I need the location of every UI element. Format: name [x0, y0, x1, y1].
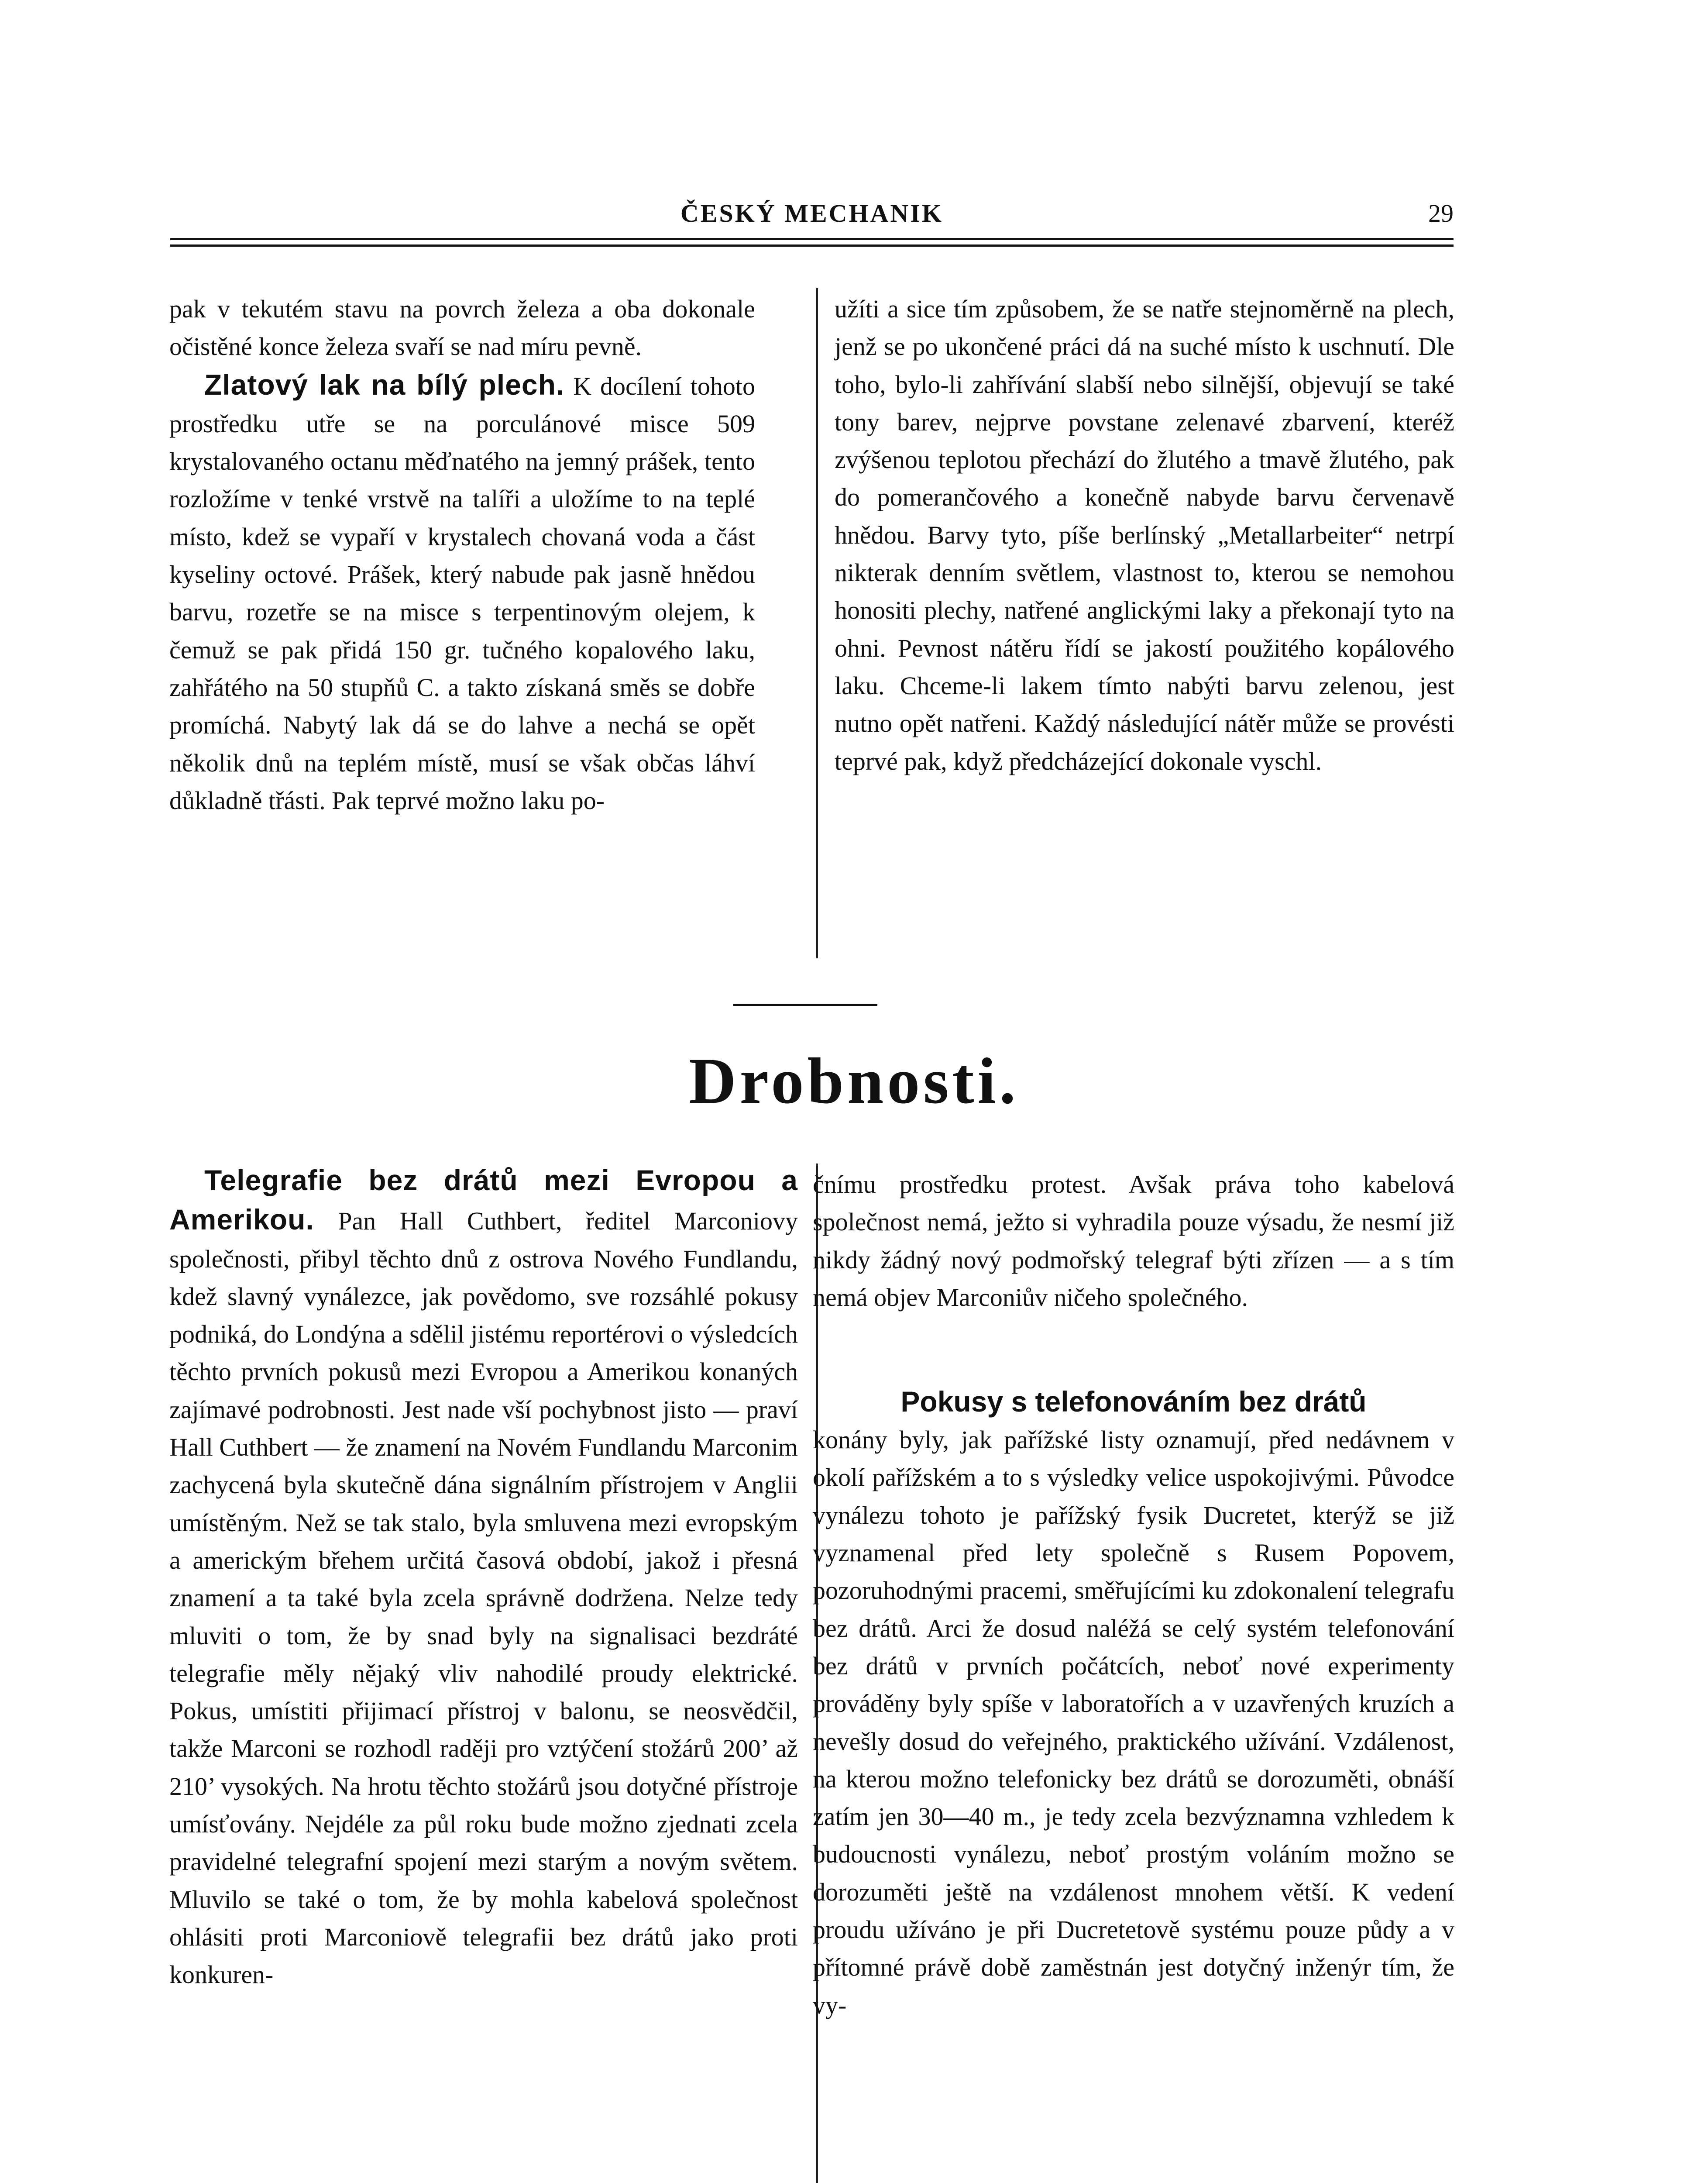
header-rule-top [170, 238, 1454, 240]
article-heading-telegraphy: Telegrafie bez drátů mezi Evropou a Amerikou. [169, 1164, 798, 1236]
paragraph-lacquer-text: K docílení tohoto prostředku utře se na porculánové misce 509 krystalovaného octanu měďnatého na jemný prášek, tento rozložíme v tenké vrstvě na talíři a uložíme to na teplé místo, kdež se vypaří v krystalech chovaná voda a část kyseliny octové. Prášek, který nabude pak jasně hnědou barvu, rozetře se na misce s terpentinovým olejem, k čemuž se pak přidá 150 gr. tučného kopalového laku, zahřátého na 50 stupňů C. a takto získaná směs se dobře promíchá. Nabytý lak dá se do lahve a nechá se opět několik dnů na teplém místě, musí se však občas láhví důkladně třásti. Pak teprvé možno laku po- [169, 372, 755, 815]
paragraph-continuation: pak v tekutém stavu na povrch železa a oba dokonale očistěné konce železa svaří se nad míru pevně. [169, 295, 755, 361]
journal-title: ČESKÝ MECHANIK [680, 199, 944, 227]
article-heading-lacquer: Zlatový lak na bílý plech. [204, 368, 565, 401]
paragraph-telegraphy [169, 1161, 798, 1994]
paragraph-telegraphy-continued: čnímu prostředku protest. Avšak práva toho kabelová společnost nemá, ježto si vyhradila pouze výsadu, že nesmí již nikdy žádný nový podmořský telegraf býti zřízen — a s tím nemá objev Marconiův ničeho společného. [813, 1170, 1454, 1312]
bottom-right-column [813, 1166, 1454, 2024]
paragraph-telegraphy-text: Pan Hall Cuthbert, ředitel Marconiovy společnosti, přibyl těchto dnů z ostrova Nového Fundlandu, kdež slavný vynálezce, jak povědomo, sve rozsáhlé pokusy podniká, do Londýna a sdělil jistému reportérovi o výsledcích těchto prvních pokusů mezi Evropou a Amerikou konaných zajímavé podrobnosti. Jest nade vší pochybnost jisto — praví Hall Cuthbert — že znamení na Novém Fundlandu Marconim zachycená byla skutečně dána signálním přístrojem v Anglii umístěným. Než se tak stalo, byla smluvena mezi evropským a americkým břehem určitá časová období, jakož i přesná znamení a ta také byla zcela správně dodržena. Nelze tedy mluviti o tom, že by snad byly na signalisaci bezdráté telegrafie měly nějaký vliv nahodilé proudy elektrické. Pokus, umístiti přijimací přístroj v balonu, se neosvědčil, takže Marconi se rozhodl raději pro vztýčení stožárů 200’ až 210’ vysokých. Na hrotu těchto stožárů jsou dotyčné přístroje umísťovány. Nejdéle za půl roku bude možno zjednati zcela pravidelné telegrafní spojení mezi starým a novým světem. Mluvilo se také o tom, že by mohla kabelová společnost ohlásiti proti Marconiově telegrafii bez drátů jako proti konkuren- [169, 1207, 798, 1989]
column-divider-top [816, 288, 818, 958]
paragraph-lacquer-continued: užíti a sice tím způsobem, že se natře stejnoměrně na plech, jenž se po ukončené práci dá na suché místo k uschnutí. Dle toho, bylo-li zahřívání slabší nebo silnější, objevují se také tony barev, nejprve povstane zelenavé zbarvení, kteréž zvýšenou teplotou přechází do žlutého a tmavě žlutého, pak do pomerančového a konečně nabyde barvu červenavě hnědou. Barvy tyto, píše berlínský „Metallarbeiter“ netrpí nikterak denním světlem, vlastnost to, kterou se nemohou honositi plechy, natřené anglickými laky a překonají tyto na ohni. Pevnost nátěru řídí se jakostí použitého kopálového laku. Chceme-li lakem tímto nabýti barvu zelenou, jest nutno opět natřeni. Každý následující nátěr může se provésti teprvé pak, když předcházející dokonale vyschl. [835, 295, 1454, 775]
article-heading-telephony: Pokusy s telefonováním bez drátů [900, 1385, 1367, 1418]
bottom-left-column [169, 1161, 798, 1994]
top-right-column [835, 290, 1454, 780]
section-divider-rule [733, 1004, 877, 1006]
header-rule-bottom [170, 244, 1454, 247]
page-number: 29 [1428, 199, 1454, 227]
top-left-column [169, 290, 755, 819]
paragraph-lacquer [169, 366, 755, 820]
paragraph-telephony: konány byly, jak pařížské listy oznamují, před nedávnem v okolí pařížském a to s výsledky velice uspokojivými. Původce vynálezu tohoto je pařížský fysik Ducretet, kterýž se již vyznamenal před lety společně s Rusem Popovem, pozoruhodnými pracemi, směřujícími ku zdokonalení telegrafu bez drátů. Arci že dosud naléžá se celý systém telefonování bez drátů v prvních počátcích, neboť nové experimenty prováděny byly spíše v laboratořích a v uzavřených kruzích a nevešly dosud do veřejného, praktického užívání. Vzdálenost, na kterou možno telefonicky bez drátů se dorozuměti, obnáší zatím jen 30—40 m., je tedy zcela bezvýznamna vzhledem k budoucnosti vynálezu, neboť prostým voláním možno se dorozuměti ještě na vzdálenost mnohem větší. K vedení proudu užíváno je při Ducretetově systému pouze půdy a v přítomné právě době zaměstnán jest dotyčný inženýr tím, že vy- [813, 1425, 1454, 2019]
running-header [170, 199, 1454, 234]
section-title: Drobnosti. [689, 1045, 1019, 1117]
